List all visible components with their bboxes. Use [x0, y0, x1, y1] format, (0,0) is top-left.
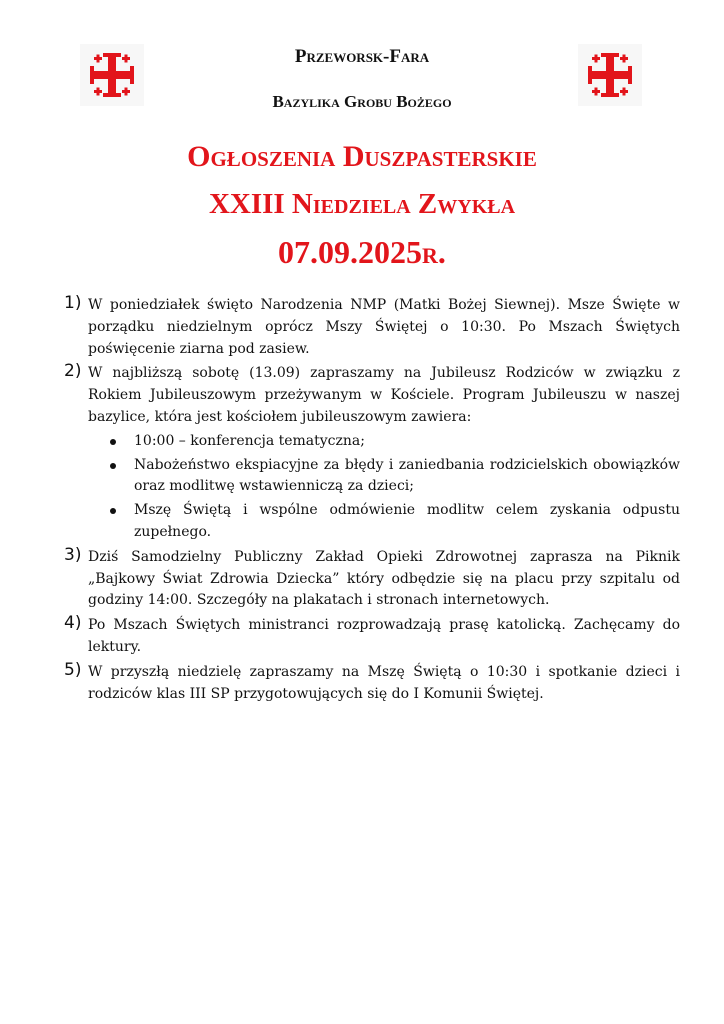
bullet-text: 10:00 – konferencja tematyczna; [134, 432, 365, 449]
program-bullet [88, 455, 680, 499]
item-number: 3) [64, 544, 82, 565]
item-number: 2) [64, 361, 82, 382]
announcements-list [64, 295, 680, 708]
item-text: Dziś Samodzielny Publiczny Zakład Opieki Zdrowotnej zaprasza na Piknik „Bajkowy Świat Zdrowia Dziecka” który odbędzie się na placu przy szpitalu od godziny 14:00. Szczegóły na plakatach i stronach internetowych. [88, 548, 680, 609]
bullet-dot-icon [110, 508, 116, 514]
item-text: W poniedziałek święto Narodzenia NMP (Matki Bożej Siewnej). Msze Święte w porządku niedzielnym oprócz Mszy Świętej o 10:30. Po Mszach Świętych poświęcenie ziarna pod zasiew. [88, 297, 680, 357]
parish-name: Przeworsk-Fara [294, 46, 430, 67]
program-bullet [88, 500, 680, 544]
item-number: 4) [64, 613, 82, 634]
basilica-name: Bazylika Grobu Bożego [272, 92, 452, 111]
bullet-text: Mszę Świętą i wspólne odmówienie modlitw celem zyskania odpustu zupełnego. [134, 502, 680, 540]
bullet-text: Nabożeństwo ekspiacyjne za błędy i zaniedbania rodzicielskich obowiązków oraz modlitwę wstawienniczą za dzieci; [134, 456, 680, 495]
item-number: 1) [64, 293, 82, 313]
item-number: 5) [64, 659, 82, 680]
announcement-item [64, 363, 680, 543]
announcement-item [64, 659, 680, 706]
item-text: Po Mszach Świętych ministranci rozprowadzają prasę katolicką. Zachęcamy do lektury. [88, 617, 680, 655]
bullet-dot-icon [110, 463, 116, 469]
program-list [88, 431, 680, 544]
announcement-item [64, 544, 680, 612]
announcement-item [64, 615, 680, 659]
item-text: W najbliższą sobotę (13.09) zapraszamy na Jubileusz Rodziców w związku z Rokiem Jubileuszowym przeżywanym w Kościele. Program Jubileuszu w naszej bazylice, która jest kościołem jubileuszowym zawiera: [88, 365, 680, 425]
item-text: W przyszłą niedzielę zapraszamy na Mszę Świętą o 10:30 i spotkanie dzieci i rodziców klas III SP przygotowujących się do I Komunii Świętej. [88, 663, 680, 702]
announcement-item [64, 295, 680, 360]
document-title: Ogłoszenia Duszpasterskie [187, 140, 537, 173]
document-date: 07.09.2025r. [278, 234, 446, 270]
sunday-name: XXIII Niedziela Zwykła [208, 188, 516, 220]
bullet-dot-icon [110, 439, 116, 445]
program-bullet [88, 431, 680, 453]
